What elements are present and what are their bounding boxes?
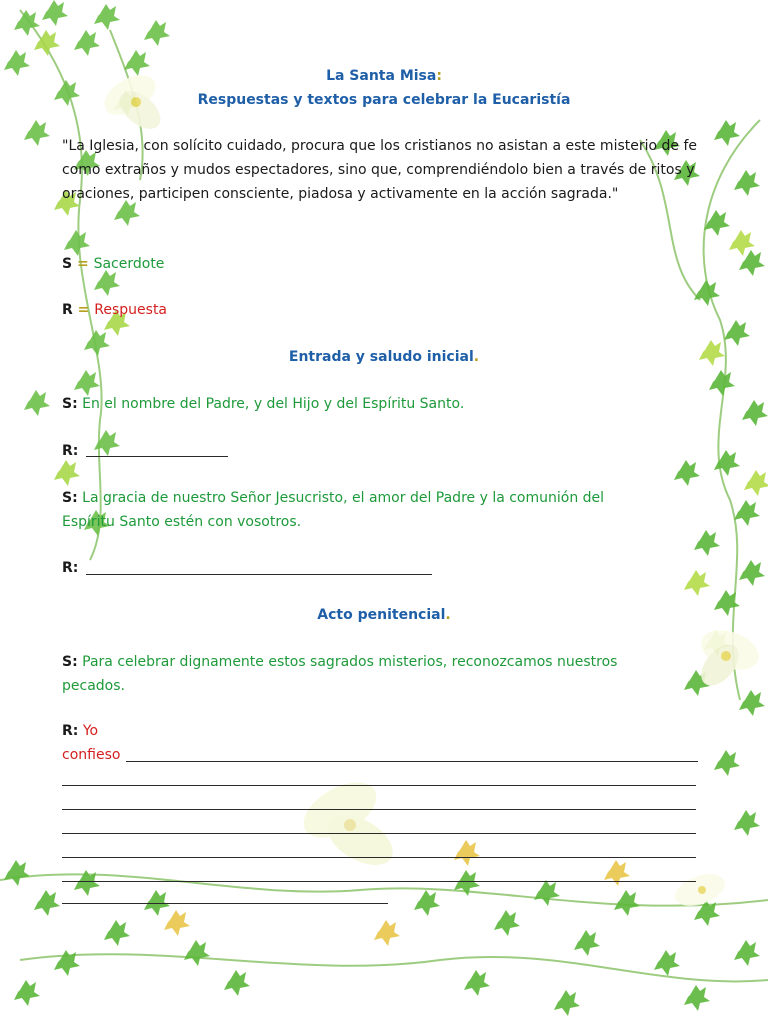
heading-penitencial-dot: .: [445, 607, 451, 623]
title-text: La Santa Misa: [326, 68, 437, 84]
entrada-r2-answer-line[interactable]: [86, 574, 432, 575]
legend-r-key: R: [62, 302, 73, 318]
confieso-answer-line-6[interactable]: [62, 881, 696, 882]
heading-entrada: [0, 345, 768, 369]
confieso-answer-line-5[interactable]: [62, 857, 696, 858]
confieso-answer-line-2[interactable]: [62, 785, 696, 786]
entrada-s1-key: S:: [62, 396, 78, 412]
page-subtitle: Respuestas y textos para celebrar la Eucaristía: [197, 92, 571, 108]
entrada-r2-key: R:: [62, 560, 79, 576]
confieso-answer-line-3[interactable]: [62, 809, 696, 810]
entrada-s1-text: En el nombre del Padre, y del Hijo y del Espíritu Santo.: [82, 396, 465, 412]
entrada-r1-key: R:: [62, 443, 79, 459]
entrada-s2-key: S:: [62, 490, 78, 506]
entrada-s2-line2: Espíritu Santo estén con vosotros.: [62, 514, 302, 530]
entrada-r1-answer-line[interactable]: [86, 456, 228, 457]
confieso-answer-line-1[interactable]: [126, 761, 698, 762]
heading-penitencial: [0, 603, 768, 627]
penitencial-r1-text1: Yo: [82, 723, 99, 739]
legend-s: [62, 252, 164, 276]
legend-r-value: Respuesta: [94, 302, 168, 318]
title-colon: :: [436, 68, 442, 84]
entrada-s1: [62, 392, 464, 416]
penitencial-s1-key: S:: [62, 654, 78, 670]
heading-entrada-text: Entrada y saludo inicial: [288, 349, 474, 365]
heading-entrada-dot: .: [473, 349, 480, 365]
entrada-s2-line1: La gracia de nuestro Señor Jesucristo, el amor del Padre y la comunión del: [82, 490, 605, 506]
penitencial-r1-text2: confieso: [62, 747, 121, 763]
penitencial-r1-key: R:: [62, 723, 79, 739]
confieso-answer-line-4[interactable]: [62, 833, 696, 834]
penitencial-r1: [62, 719, 98, 743]
legend-s-key: S: [62, 256, 73, 272]
penitencial-s1-line1: Para celebrar dignamente estos sagrados misterios, reconozcamos nuestros: [82, 654, 618, 670]
page-title: [0, 64, 768, 88]
entrada-s2: [62, 486, 604, 510]
penitencial-s1: [62, 650, 617, 674]
penitencial-s1-line2: pecados.: [62, 678, 125, 694]
legend-r: [62, 298, 167, 322]
legend-s-value: Sacerdote: [93, 256, 165, 272]
legend-r-eq: =: [72, 302, 95, 318]
intro-quote: "La Iglesia, con solícito cuidado, procura que los cristianos no asistan a este misterio de fe como extraños y mudos espectadores, sino que, comprendiéndolo bien a través de ritos y oraciones, participen consciente, piadosa y activamente en la acción sagrada.": [62, 138, 698, 202]
confieso-answer-line-7[interactable]: [62, 903, 388, 904]
heading-penitencial-text: Acto penitencial: [317, 607, 446, 623]
legend-s-eq: =: [72, 256, 94, 272]
